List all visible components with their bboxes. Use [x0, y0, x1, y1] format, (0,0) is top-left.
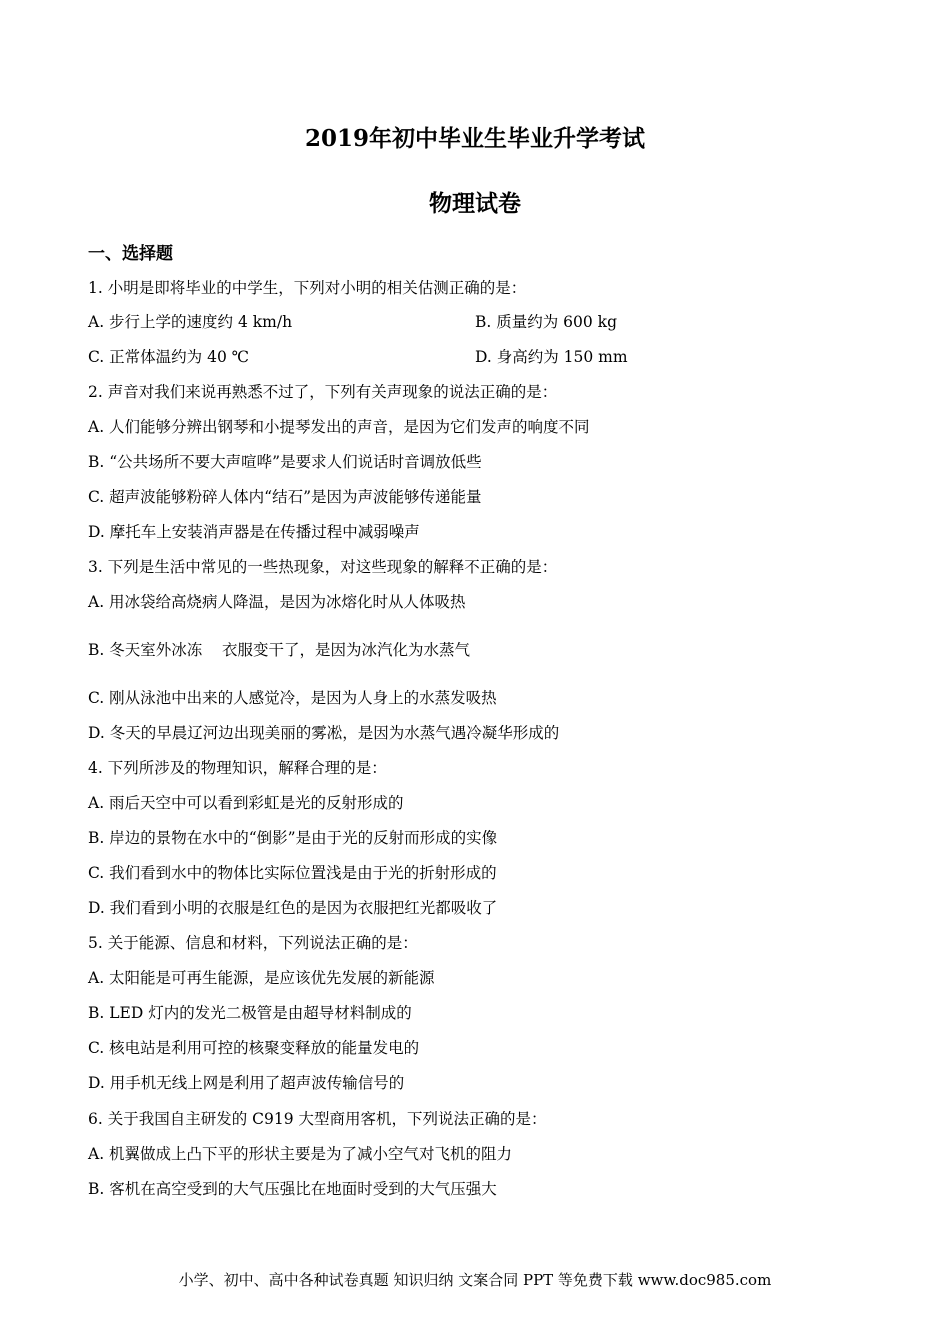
question-6-stem: 6. 关于我国自主研发的 C919 大型商用客机，下列说法正确的是：	[88, 1110, 547, 1128]
question-4-stem: 4. 下列所涉及的物理知识，解释合理的是：	[88, 759, 387, 777]
question-4-option-a: A. 雨后天空中可以看到彩虹是光的反射形成的	[88, 794, 404, 812]
question-5-option-c: C. 核电站是利用可控的核聚变释放的能量发电的	[88, 1039, 420, 1057]
question-4-option-d: D. 我们看到小明的衣服是红色的是因为衣服把红光都吸收了	[88, 899, 498, 917]
question-3-option-c: C. 刚从泳池中出来的人感觉冷，是因为人身上的水蒸发吸热	[88, 689, 497, 707]
question-1-stem: 1. 小明是即将毕业的中学生，下列对小明的相关估测正确的是：	[88, 279, 527, 297]
question-3-option-a: A. 用冰袋给高烧病人降温，是因为冰熔化时从人体吸热	[88, 593, 466, 611]
question-5-option-d: D. 用手机无线上网是利用了超声波传输信号的	[88, 1074, 405, 1092]
footer-text: 小学、初中、高中各种试卷真题 知识归纳 文案合同 PPT 等免费下载 www.doc985.com	[178, 1271, 772, 1289]
question-1-option-b: B. 质量约为 600 kg	[475, 313, 617, 331]
question-2-option-c: C. 超声波能够粉碎人体内“结石”是因为声波能够传递能量	[88, 488, 482, 506]
question-6-option-b: B. 客机在高空受到的大气压强比在地面时受到的大气压强大	[88, 1180, 497, 1198]
question-6-option-a: A. 机翼做成上凸下平的形状主要是为了减小空气对飞机的阻力	[88, 1145, 513, 1163]
question-2-option-a: A. 人们能够分辨出钢琴和小提琴发出的声音，是因为它们发声的响度不同	[88, 418, 590, 436]
question-5-stem: 5. 关于能源、信息和材料，下列说法正确的是：	[88, 934, 418, 952]
exam-subtitle: 物理试卷	[429, 190, 521, 217]
question-3-option-b: B. 冬天室外冰冻 衣服变干了，是因为冰汽化为水蒸气	[88, 641, 470, 659]
question-4-option-c: C. 我们看到水中的物体比实际位置浅是由于光的折射形成的	[88, 864, 497, 882]
question-1-option-c: C. 正常体温约为 40 ℃	[88, 348, 250, 366]
question-3-stem: 3. 下列是生活中常见的一些热现象，对这些现象的解释不正确的是：	[88, 558, 558, 576]
question-5-option-a: A. 太阳能是可再生能源，是应该优先发展的新能源	[88, 969, 435, 987]
question-1-option-d: D. 身高约为 150 mm	[475, 348, 628, 366]
question-5-option-b: B. LED 灯内的发光二极管是由超导材料制成的	[88, 1004, 412, 1022]
question-2-option-b: B. “公共场所不要大声喧哗”是要求人们说话时音调放低些	[88, 453, 482, 471]
question-2-stem: 2. 声音对我们来说再熟悉不过了，下列有关声现象的说法正确的是：	[88, 383, 558, 401]
exam-title: 2019年初中毕业生毕业升学考试	[304, 125, 645, 152]
question-1-option-a: A. 步行上学的速度约 4 km/h	[88, 313, 293, 331]
question-3-option-d: D. 冬天的早晨辽河边出现美丽的雾凇，是因为水蒸气遇冷凝华形成的	[88, 724, 560, 742]
question-4-option-b: B. 岸边的景物在水中的“倒影”是由于光的反射而形成的实像	[88, 829, 498, 847]
question-2-option-d: D. 摩托车上安装消声器是在传播过程中减弱噪声	[88, 523, 420, 541]
section-heading: 一、选择题	[88, 244, 173, 264]
